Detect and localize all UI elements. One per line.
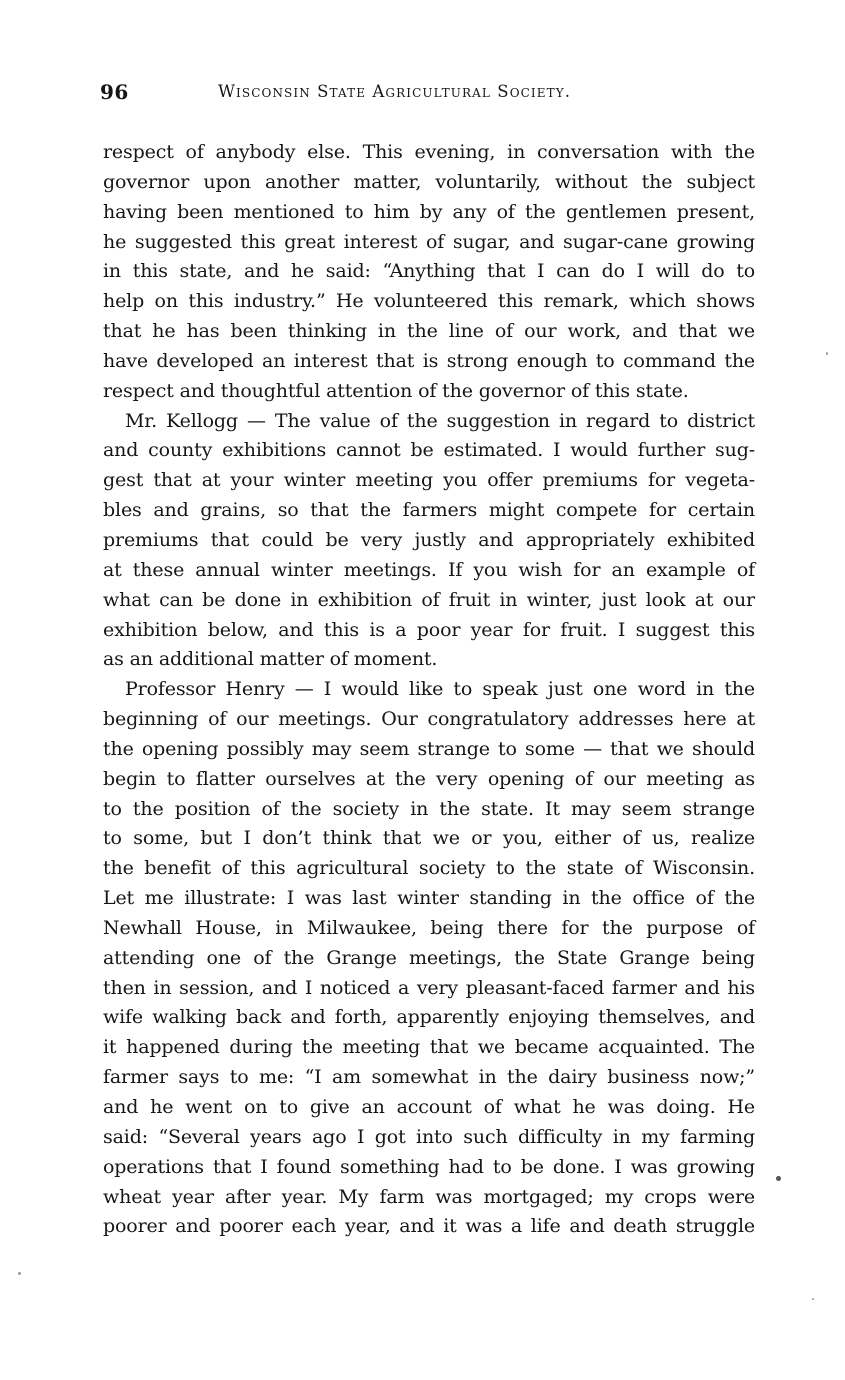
body-text [103, 138, 755, 1242]
running-head [100, 80, 660, 108]
text-line: what can be done in exhibition of fruit in winter, just look at our [103, 588, 755, 611]
paragraph-start-henry: Professor Henry — I would like to speak just one word in the [125, 678, 755, 701]
ink-speck [776, 1176, 781, 1181]
text-line: the benefit of this agricultural society to the state of Wisconsin. [103, 857, 755, 880]
text-line: poorer and poorer each year, and it was a life and death struggle [103, 1215, 755, 1238]
text-line: having been mentioned to him by any of the gentlemen present, [103, 200, 755, 223]
text-line: it happened during the meeting that we became acquainted. The [103, 1036, 755, 1059]
text-line: wheat year after year. My farm was mortgaged; my crops were [103, 1185, 755, 1208]
text-line: to the position of the society in the state. It may seem strange [103, 797, 755, 820]
text-line: and county exhibitions cannot be estimated. I would further sug- [103, 439, 755, 462]
text-line: that he has been thinking in the line of our work, and that we [103, 320, 755, 343]
running-head-title: Wisconsin State Agricultural Society. [218, 82, 572, 101]
paragraph-end-line: as an additional matter of moment. [103, 648, 438, 671]
paragraph-start-kellogg: Mr. Kellogg — The value of the suggestion in regard to district [125, 409, 755, 432]
text-line: begin to flatter ourselves at the very opening of our meeting as [103, 767, 755, 790]
text-line: respect of anybody else. This evening, in conversation with the [103, 141, 755, 163]
text-line: operations that I found something had to be done. I was growing [103, 1155, 755, 1178]
text-line: in this state, and he said: “Anything that I can do I will do to [103, 260, 755, 283]
text-line: Let me illustrate: I was last winter standing in the office of the [103, 887, 755, 910]
text-line: premiums that could be very justly and appropriately exhibited [103, 528, 755, 551]
ink-speck [812, 1298, 814, 1300]
paragraph-end-line: respect and thoughtful attention of the governor of this state. [103, 379, 689, 402]
page-number: 96 [100, 80, 129, 104]
text-line: he suggested this great interest of sugar, and sugar-cane growing [103, 230, 755, 253]
text-line: attending one of the Grange meetings, the State Grange being [103, 946, 755, 969]
text-line: Newhall House, in Milwaukee, being there for the purpose of [103, 916, 755, 939]
text-line: wife walking back and forth, apparently enjoying themselves, and [103, 1006, 755, 1029]
ink-speck [826, 352, 828, 355]
text-line: governor upon another matter, voluntarily, without the subject [103, 170, 755, 193]
ink-speck [18, 1272, 21, 1275]
text-line: then in session, and I noticed a very pleasant-faced farmer and his [103, 976, 755, 999]
text-line: to some, but I don’t think that we or you, either of us, realize [103, 827, 755, 850]
text-line: beginning of our meetings. Our congratulatory addresses here at [103, 708, 755, 731]
text-line: have developed an interest that is strong enough to command the [103, 349, 755, 372]
text-line: bles and grains, so that the farmers might compete for certain [103, 499, 755, 522]
text-line: help on this industry.” He volunteered this remark, which shows [103, 290, 755, 313]
text-line: gest that at your winter meeting you offer premiums for vegeta- [103, 469, 755, 492]
text-line: the opening possibly may seem strange to some — that we should [103, 737, 755, 760]
text-line: said: “Several years ago I got into such difficulty in my farming [103, 1125, 755, 1148]
text-line: and he went on to give an account of what he was doing. He [103, 1096, 755, 1118]
text-line: exhibition below, and this is a poor year for fruit. I suggest this [103, 618, 755, 641]
text-line: at these annual winter meetings. If you wish for an example of [103, 558, 755, 581]
text-line: farmer says to me: “I am somewhat in the dairy business now;” [103, 1066, 755, 1089]
